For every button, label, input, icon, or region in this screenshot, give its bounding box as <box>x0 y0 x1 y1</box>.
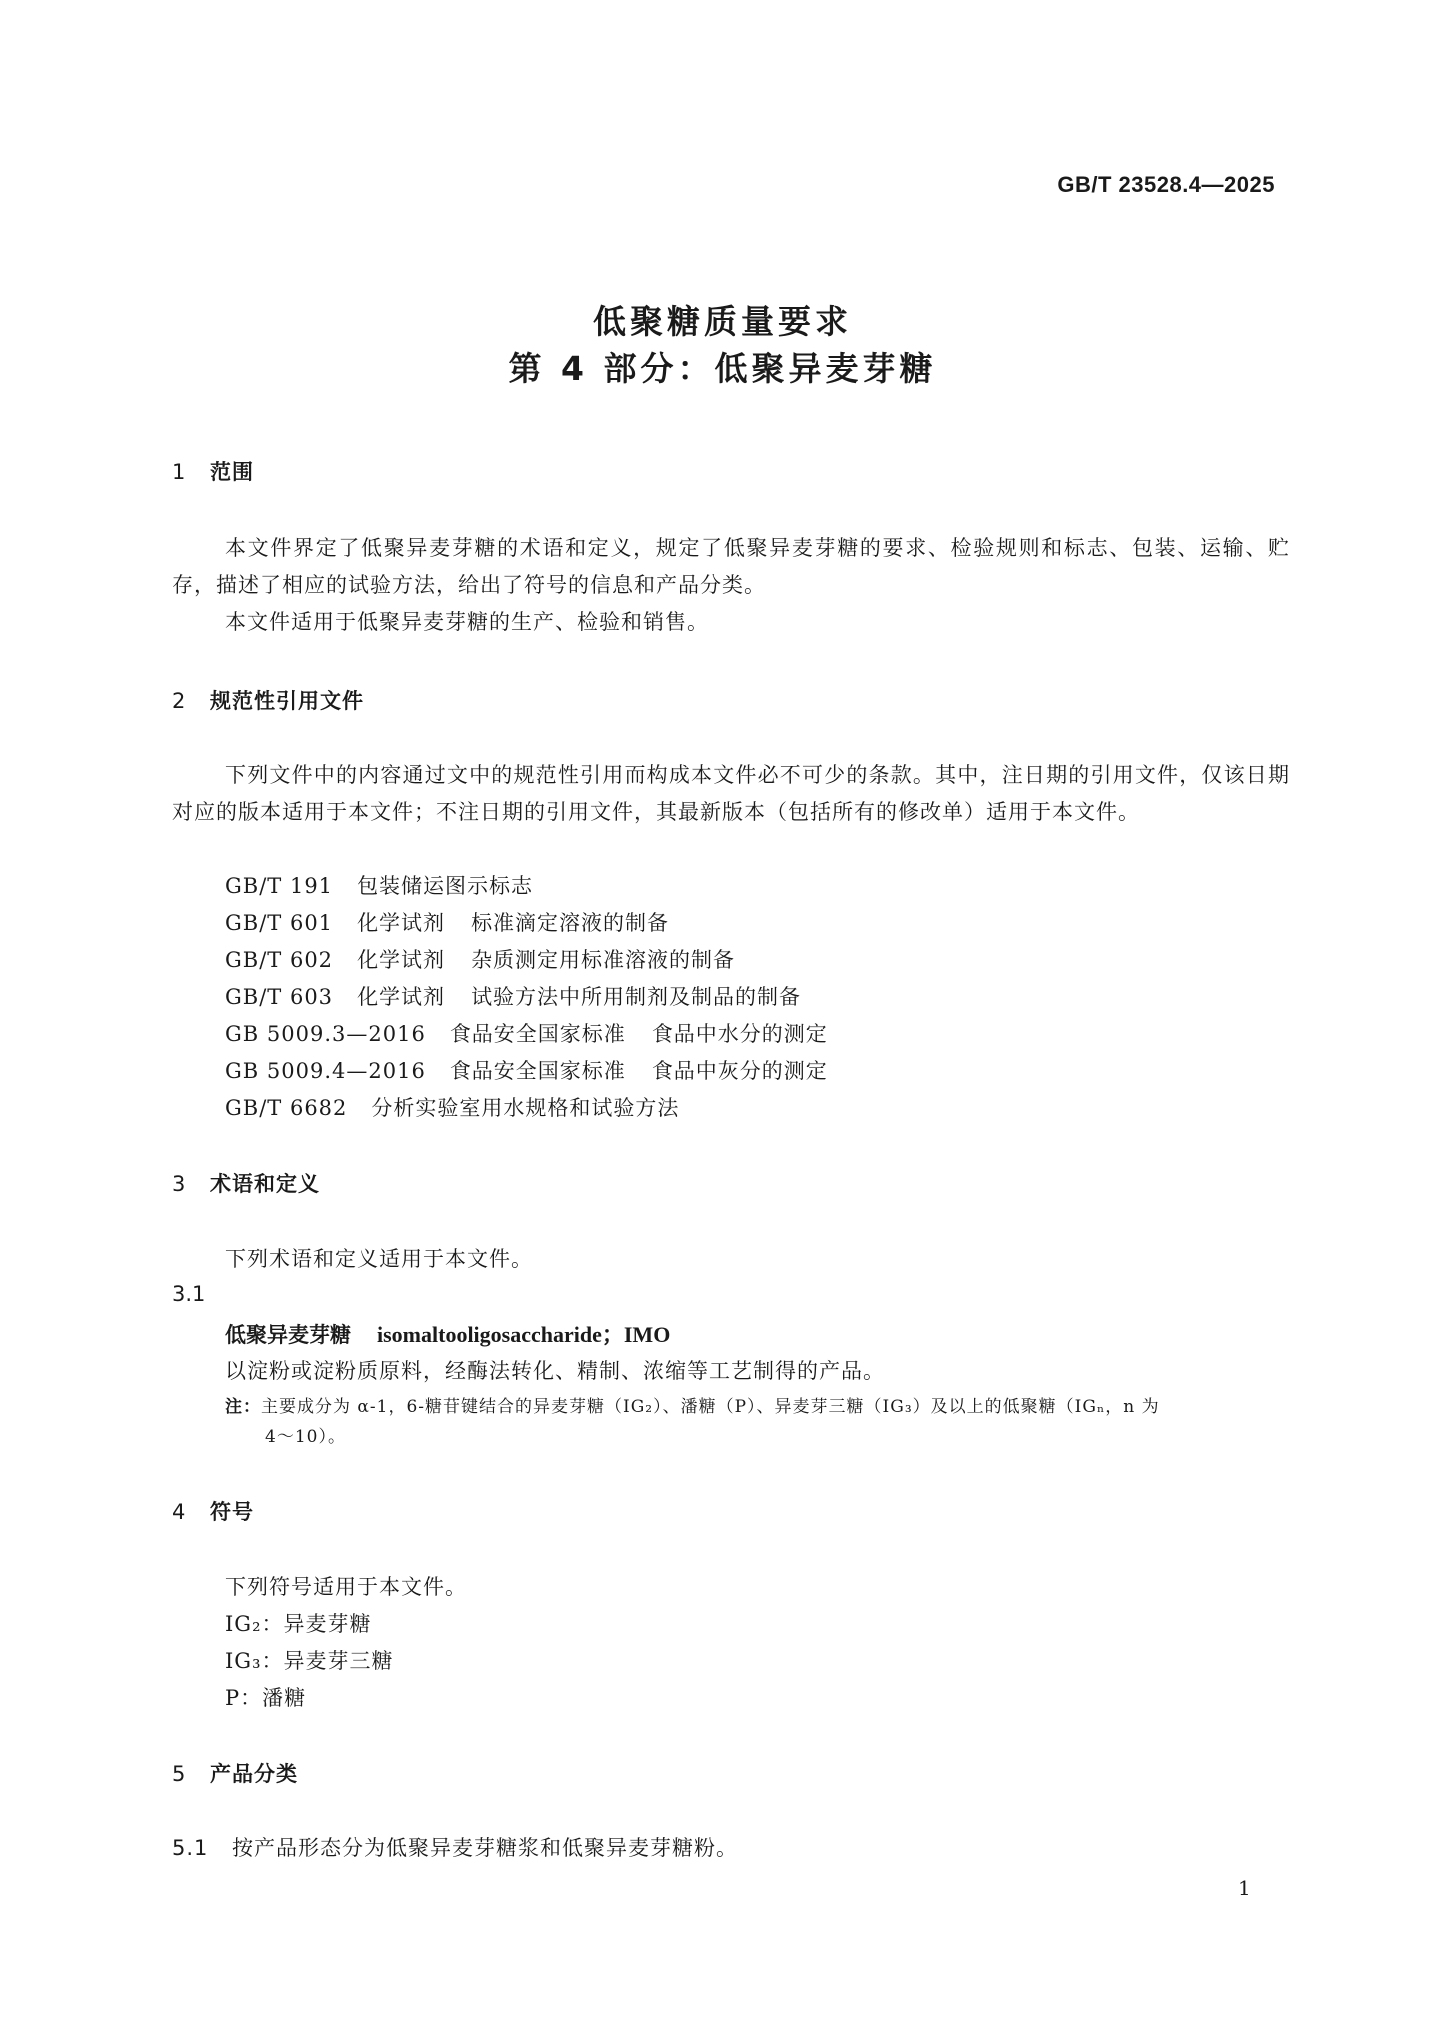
reference-title: 化学试剂 <box>357 948 446 972</box>
reference-subtitle: 食品中水分的测定 <box>651 1022 828 1046</box>
reference-item <box>225 870 533 900</box>
section-number: 1 <box>172 460 187 484</box>
note-text: 主要成分为 α-1，6-糖苷键结合的异麦芽糖（IG₂）、潘糖（P）、异麦芽三糖（IG₃）及以上的低聚糖（IGₙ，n 为 <box>261 1397 1160 1417</box>
section-number: 4 <box>172 1500 187 1524</box>
reference-code: GB/T 191 <box>225 874 334 898</box>
section-3-intro: 下列术语和定义适用于本文件。 <box>225 1247 533 1271</box>
section-4-heading <box>172 1496 254 1526</box>
note-label: 注： <box>225 1397 261 1417</box>
reference-code: GB/T 601 <box>225 911 334 935</box>
symbol-item: IG₂：异麦芽糖 <box>225 1612 372 1636</box>
reference-item <box>225 907 669 937</box>
section-number: 2 <box>172 689 187 713</box>
reference-item <box>225 1092 679 1122</box>
section-title: 术语和定义 <box>210 1172 320 1196</box>
clause-number: 5.1 <box>172 1836 209 1860</box>
reference-item <box>225 1018 828 1048</box>
reference-title: 食品安全国家标准 <box>449 1059 626 1083</box>
section-title: 产品分类 <box>210 1762 298 1786</box>
reference-item <box>225 944 735 974</box>
reference-title: 食品安全国家标准 <box>449 1022 626 1046</box>
section-title: 符号 <box>210 1500 254 1524</box>
symbol-item: IG₃：异麦芽三糖 <box>225 1649 394 1673</box>
section-4-intro: 下列符号适用于本文件。 <box>225 1575 467 1599</box>
reference-code: GB 5009.4—2016 <box>225 1059 426 1083</box>
reference-subtitle: 食品中灰分的测定 <box>651 1059 828 1083</box>
symbol-item: P：潘糖 <box>225 1686 307 1710</box>
section-2-heading <box>172 685 364 715</box>
term-definition: 以淀粉或淀粉质原料，经酶法转化、精制、浓缩等工艺制得的产品。 <box>225 1359 885 1383</box>
term-note <box>225 1392 1290 1452</box>
section-1-heading <box>172 456 254 486</box>
document-title-line2: 第 4 部分：低聚异麦芽糖 <box>508 349 937 388</box>
reference-subtitle: 杂质测定用标准溶液的制备 <box>471 948 736 972</box>
note-text-continuation: 4～10）。 <box>265 1427 346 1447</box>
clause-5-1 <box>172 1832 738 1862</box>
term-english: isomaltooligosaccharide；IMO <box>377 1322 671 1347</box>
section-5-heading <box>172 1758 298 1788</box>
section-title: 规范性引用文件 <box>210 689 364 713</box>
reference-title: 包装储运图示标志 <box>357 874 534 898</box>
reference-code: GB/T 6682 <box>225 1096 348 1120</box>
reference-title: 化学试剂 <box>357 911 446 935</box>
document-title-line1: 低聚糖质量要求 <box>593 302 852 341</box>
term-chinese: 低聚异麦芽糖 <box>225 1323 351 1347</box>
clause-text: 按产品形态分为低聚异麦芽糖浆和低聚异麦芽糖粉。 <box>232 1836 738 1860</box>
section-1-paragraph-1: 本文件界定了低聚异麦芽糖的术语和定义，规定了低聚异麦芽糖的要求、检验规则和标志、包装、运输、贮存，描述了相应的试验方法，给出了符号的信息和产品分类。 <box>172 536 1290 597</box>
section-number: 3 <box>172 1172 187 1196</box>
section-3-heading <box>172 1168 320 1198</box>
term-entry <box>225 1318 670 1349</box>
standard-number: GB/T 23528.4—2025 <box>1057 172 1275 197</box>
reference-title: 化学试剂 <box>357 985 446 1009</box>
reference-item <box>225 1055 828 1085</box>
reference-code: GB/T 603 <box>225 985 334 1009</box>
term-number: 3.1 <box>172 1282 206 1306</box>
section-title: 范围 <box>210 460 254 484</box>
page-number: 1 <box>1238 1876 1251 1900</box>
section-2-intro: 下列文件中的内容通过文中的规范性引用而构成本文件必不可少的条款。其中，注日期的引用文件，仅该日期对应的版本适用于本文件；不注日期的引用文件，其最新版本（包括所有的修改单）适用于本文件。 <box>172 763 1290 824</box>
reference-title: 分析实验室用水规格和试验方法 <box>371 1096 680 1120</box>
reference-code: GB/T 602 <box>225 948 334 972</box>
reference-subtitle: 试验方法中所用制剂及制品的制备 <box>471 985 802 1009</box>
reference-item <box>225 981 801 1011</box>
section-1-paragraph-2: 本文件适用于低聚异麦芽糖的生产、检验和销售。 <box>225 610 709 634</box>
reference-code: GB 5009.3—2016 <box>225 1022 426 1046</box>
reference-subtitle: 标准滴定溶液的制备 <box>471 911 670 935</box>
section-number: 5 <box>172 1762 187 1786</box>
